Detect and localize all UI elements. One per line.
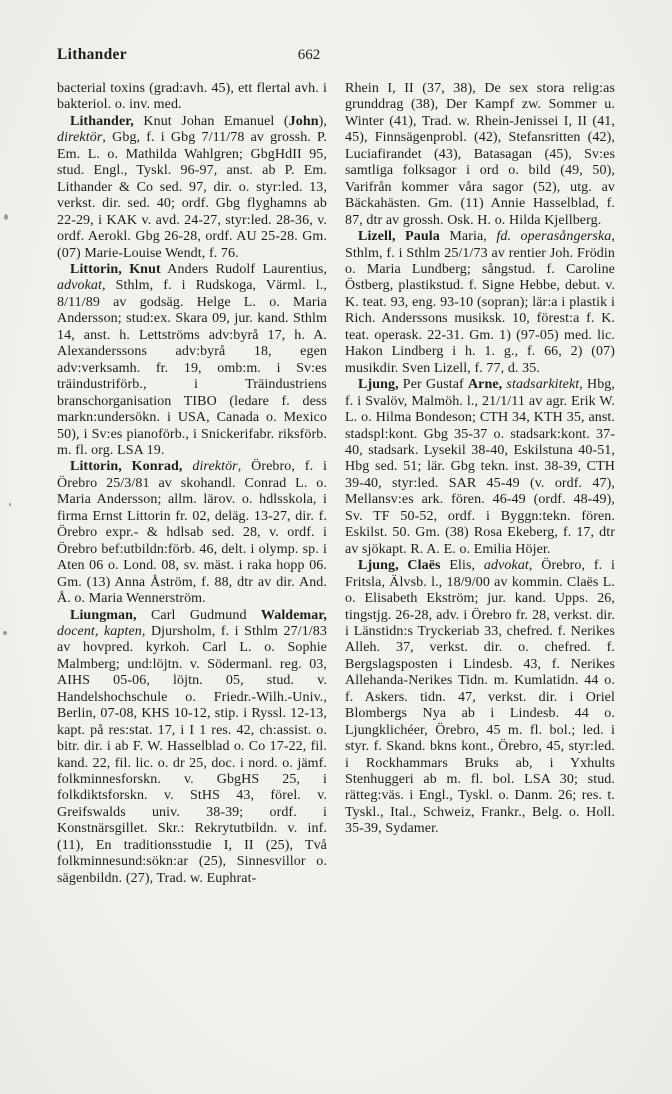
entry-paragraph bbox=[57, 81, 327, 114]
entry-paragraph bbox=[57, 459, 327, 607]
entry-name: Liungman, bbox=[70, 607, 137, 623]
entry-name: Ljung, bbox=[358, 377, 399, 393]
entry-occupation: direktör bbox=[57, 130, 103, 146]
entry-text: bacterial toxins (grad:avh. 45), ett flertal avh. i bakteriol. o. inv. med. bbox=[57, 81, 327, 113]
entry-text: ), bbox=[318, 113, 327, 129]
entry-occupation: direktör bbox=[192, 459, 238, 475]
book-page bbox=[57, 46, 615, 887]
entry-name: Ljung, Claës bbox=[358, 558, 441, 574]
entry-text: , Gbg, f. i Gbg 7/11/78 av grossh. P. Em. L. o. Mathilda Wahlgren; GbgHdII 95, stud. Engl., Tyskl. 96-97, anst. ab P. Em. Lithander & Co sed. 97, dir. o. styr:led. 13, verkst. dir. sed. 40; ordf. Gbg flyghamns ab 22-29, i KAK v. avd. 24-27, styr:led. 28-36, v. ordf. Aerokl. Gbg 26-28, ordf. AU 25-28. Gm. (07) Marie-Louise Wendt, f. 76. bbox=[57, 130, 327, 261]
right-column bbox=[345, 81, 615, 887]
scan-speck bbox=[3, 631, 7, 635]
entry-text: , Örebro, f. i Örebro 25/3/81 av skohandl. Conrad L. o. Maria Andersson; allm. lärov. o. hdlsskola, i firma Ernst Littorin fr. 02, deläg. 13-27, dir. f. Örebro expr.- & hdlsab sed. 28, v. ordf. i Örebro bef:utbildn:förb. 46, delt. i olymp. sp. i Aten 06 o. Lond. 08, sv. mäst. i raka hopp 06. Gm. (13) Anna Åström, f. 88, dtr av dir. And. Å. o. Maria Wennerström. bbox=[57, 459, 327, 607]
entry-name: Waldemar, bbox=[260, 607, 327, 623]
entry-paragraph bbox=[57, 262, 327, 459]
entry-name: Littorin, Knut bbox=[70, 261, 161, 277]
entry-paragraph bbox=[345, 377, 615, 558]
entry-occupation: docent, kapten, bbox=[57, 623, 146, 639]
entry-paragraph bbox=[345, 229, 615, 377]
entry-text: Djursholm, f. i Sthlm 27/1/83 av hovpred. kyrkoh. Carl L. o. Sophie Malmberg; und:löjtn. v. Södermanl. reg. 03, AIHS 05-06, löjtn. 05, stud. v. Handelshochschule o. Friedr.-Wilh.-Univ., Berlin, 07-08, KHS 10-12, stip. i Ryssl. 12-13, kapt. på res:stat. 17, i I 1 res. 42, ch:assist. o. bitr. dir. i ab F. W. Hasselblad o. Co 17-22, fil. kand. 22, fil. lic. o. dr 25, doc. i nord. o. jämf. folkminnesforskn. v. GbgHS 25, i folkdiktsforskn. v. StHS 43, förel. v. Greifswalds univ. 38-39; ordf. i Konstnärsgillet. Skr.: Rekrytutbildn. v. inf. (11), En traditionsstudie I, II (25), Två folkminnesund:sökn:ar (25), Sinnesvillor o. sägenbildn. (27), Trad. w. Euphrat- bbox=[57, 623, 327, 886]
entry-text: Carl Gudmund bbox=[136, 607, 261, 623]
page-number: 662 bbox=[297, 47, 321, 63]
entry-text: Anders Rudolf Laurentius, bbox=[160, 261, 327, 277]
scan-speck bbox=[4, 214, 8, 220]
entry-occupation: advokat bbox=[57, 278, 103, 294]
entry-name: Arne, bbox=[467, 377, 503, 393]
entry-text: Knut Johan Emanuel ( bbox=[133, 113, 289, 129]
entry-text: Elis, bbox=[440, 558, 484, 574]
entry-name: Lithander, bbox=[70, 113, 134, 129]
running-header bbox=[57, 46, 615, 68]
entry-text bbox=[183, 459, 193, 474]
entry-text: , Sthlm, f. i Rudskoga, Värml. l., 8/11/89 av godsäg. Helge L. o. Maria Andersson; stud:ex. Skara 09, jur. kand. Sthlm 14, anst. h. Lettströms adv:byrå 17, h. A. Alexanderssons adv:byrå 18, egen adv:verksamh. fr. 19, omb:m. i Sv:es träindustriförb., i Träindustriens branschorganisation TIBO (ledare f. dess markn:undersökn. i USA, Canada o. Mexico 50), i Sv:es pianoförb., i Snickerifabr. riksförb. m. fl. org. LSA 19. bbox=[57, 278, 327, 458]
text-columns bbox=[57, 81, 615, 887]
entry-text: Maria, bbox=[439, 229, 497, 245]
entry-paragraph bbox=[57, 114, 327, 262]
entry-name: Lizell, Paula bbox=[358, 229, 440, 245]
entry-paragraph bbox=[57, 608, 327, 888]
entry-paragraph bbox=[345, 558, 615, 838]
scan-speck bbox=[9, 503, 11, 506]
running-head-keyword: Lithander bbox=[57, 46, 127, 63]
entry-name: John bbox=[288, 113, 319, 129]
entry-text: , Hbg, f. i Svalöv, Malmöh. l., 21/1/11 av agr. Erik W. L. o. Hilma Bondeson; CTH 34, KTH 35, anst. stadspl:kont. Gbg 35-37 o. stadsark:kont. 37-40, stadsark. Lysekil 38-40, Eskilstuna 40-51, Hbg sed. 51; lär. Gbg tekn. inst. 38-39, CTH 39-40, styr:led. SAR 45-49 (v. ordf. 47), Mellansv:es ark. fören. 46-49 (ordf. 48-49), Sv. TF 50-52, ordf. i Byggn:tekn. fören. Eskilst. 50. Gm. (38) Rosa Ekeberg, f. 17, dtr av sjökapt. R. A. E. o. Emilia Höjer. bbox=[345, 377, 615, 557]
entry-occupation: fd. operasångerska bbox=[496, 229, 612, 245]
entry-text: Per Gustaf bbox=[398, 377, 468, 393]
entry-text: Rhein I, II (37, 38), De sex stora relig:as grunddrag (38), Der Kampf zw. Sommer u. Winter (41), Trad. w. Rhein-Jenissei I, II (41, 45), Finnsägenprobl. (42), Stefansritten (42), Luciafirandet (43), Batasagan (45), Sv:es samtliga folksagor i ord o. bild (49, 50), Varifrån kommer våra sagor (52), utg. av Bäckahästen. Gm. (11) Annie Hasselblad, f. 87, dtr av grossh. Osk. H. o. Hilda Kjellberg. bbox=[345, 81, 615, 228]
entry-paragraph bbox=[345, 81, 615, 229]
entry-text: , Sthlm, f. i Sthlm 25/1/73 av rentier Joh. Frödin o. Maria Lundberg; sångstud. f. Caroline Östberg, plastikstud. f. Signe Hebbe, debut. v. K. teat. 93, eng. 93-10 (sopran); lär:a i plastik i Rich. Anderssons musiksk. 10, förest:a f. K. teat. operask. 22-31. Gm. 1) (97-05) med. lic. Hakon Lindberg i h. 1. g., f. 66, 2) (07) musikdir. Sven Lizell, f. 77, d. 35. bbox=[345, 229, 615, 376]
entry-occupation: advokat bbox=[483, 558, 529, 574]
entry-occupation: stadsarkitekt bbox=[506, 377, 580, 393]
entry-text: , Örebro, f. i Fritsla, Älvsb. l., 18/9/00 av kommin. Claës L. o. Elisabeth Ekström; jur. kand. Upps. 26, tingstjg. 26-28, adv. i Örebro fr. 28, verkst. dir. i Länstidn:s Tryckeriab 33, chefred. f. Nerikes Alleh. 37, verkst. dir. o. chefred. f. Bergslagsposten i Lindesb. 43, f. Nerikes Allehanda-Nerikes Tidn. m. Kumlatidn. 44 o. f. Askers. tidn. 47, verkst. dir. i Oriel Blombergs Nya ab i Lindesb. 44 o. Ljungklichéer, Örebro, 45 m. fl. bol.; led. i styr. f. Skand. bkns kont., Örebro, 45, styr:led. i Rockhammars Bruks ab, i Yxhults Stenhuggeri ab m. fl. bol. LSA 30; stud. rätteg:väs. i Engl., Tyskl. o. Danm. 26; res. t. Tyskl., Ital., Schweiz, Frankr., Belg. o. Holl. 35-39, Sydamer. bbox=[345, 558, 615, 837]
entry-name: Littorin, Konrad, bbox=[70, 459, 183, 475]
left-column bbox=[57, 81, 327, 887]
